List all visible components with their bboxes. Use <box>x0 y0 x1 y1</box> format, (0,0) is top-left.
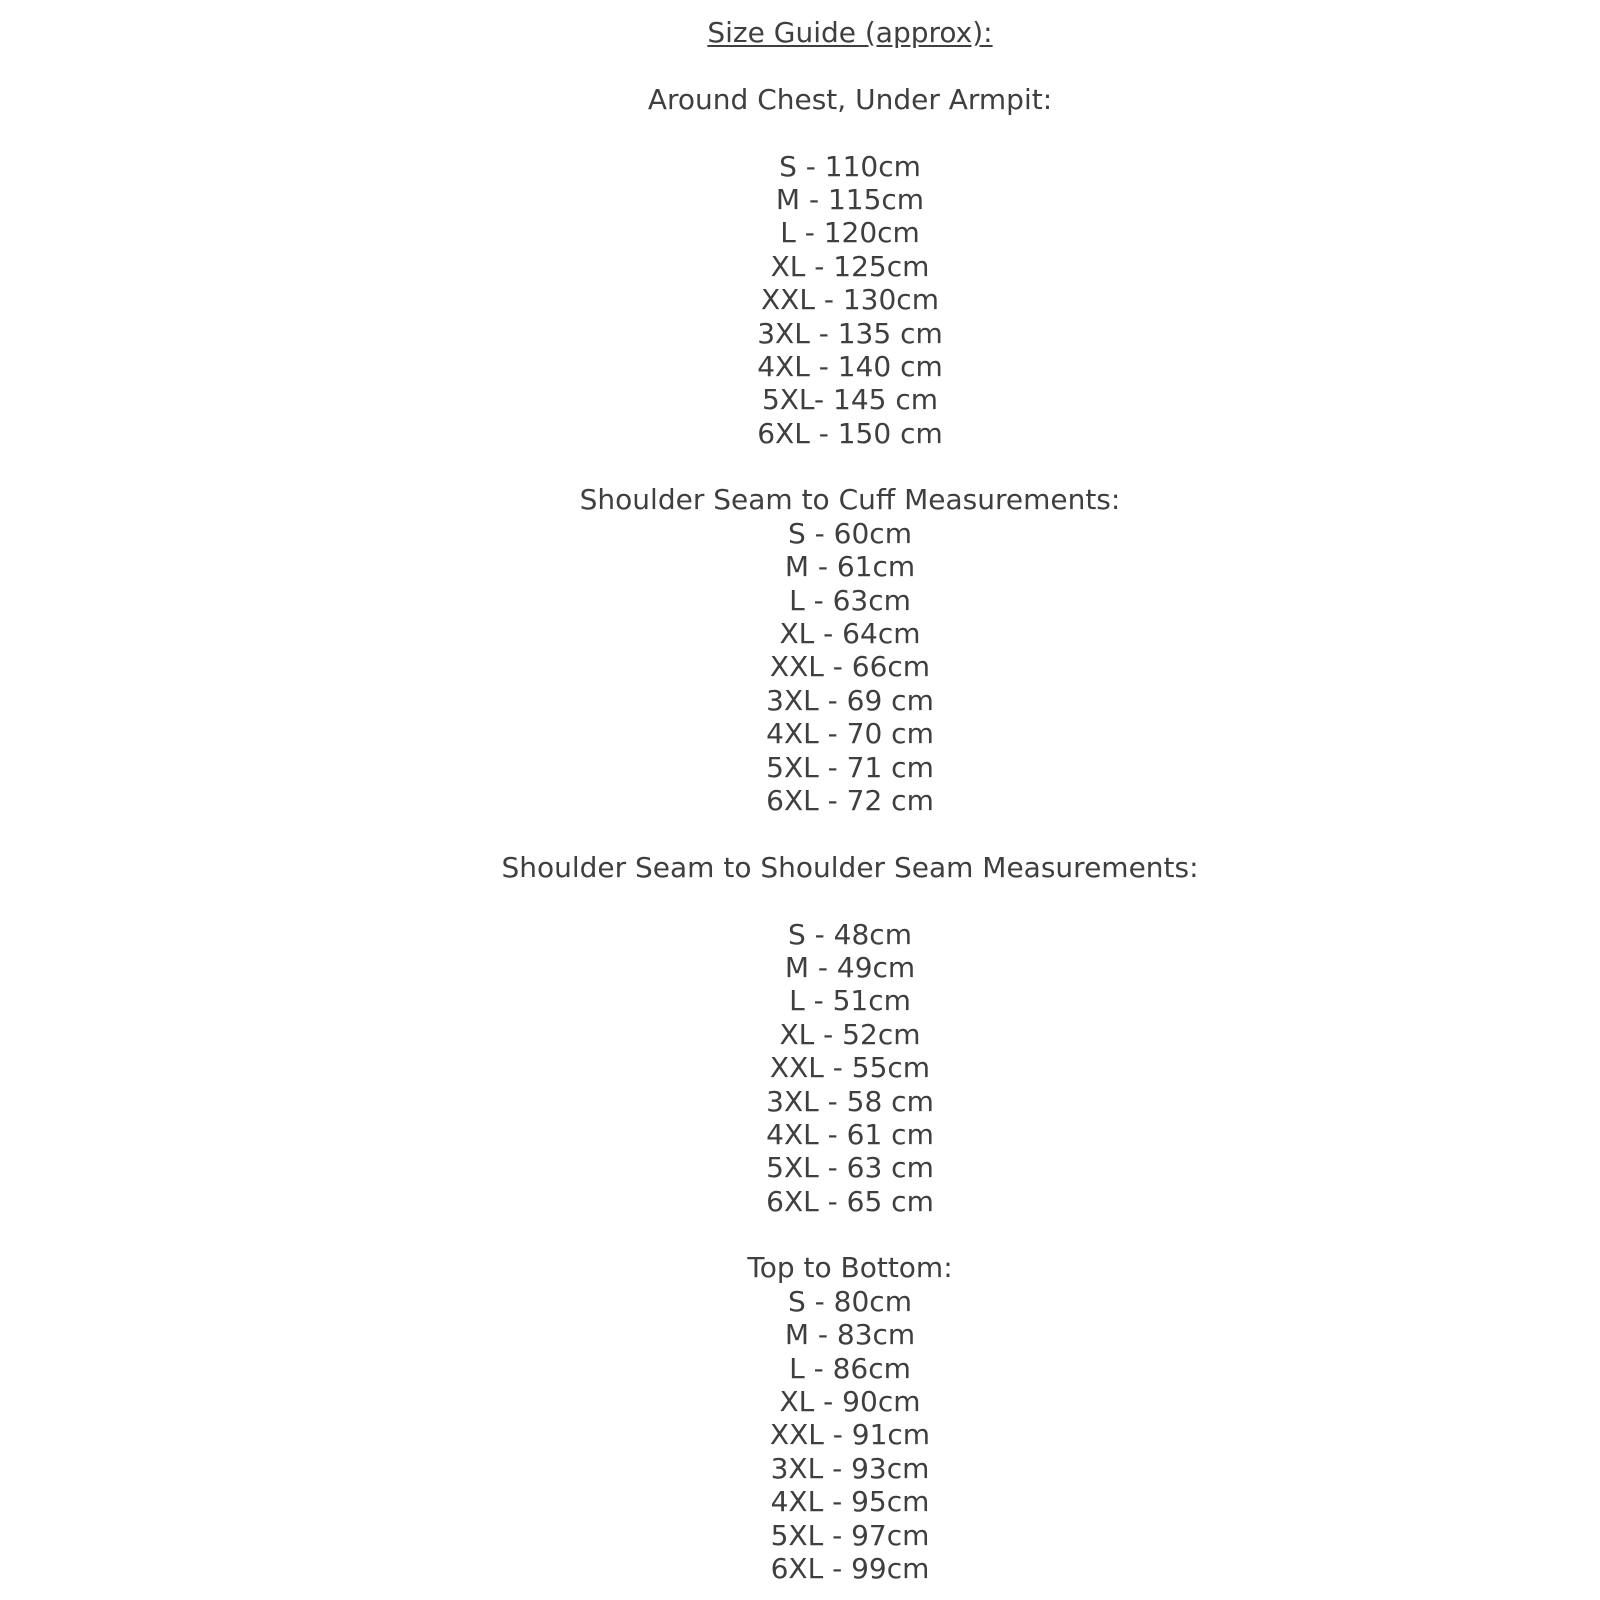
size-row: XL - 125cm <box>770 249 930 283</box>
size-row: S - 60cm <box>788 516 912 550</box>
measurement-section <box>100 83 1600 450</box>
size-row: M - 61cm <box>784 550 916 584</box>
size-row: L - 86cm <box>789 1351 911 1385</box>
size-row: 4XL - 70 cm <box>766 717 934 751</box>
section-heading: Shoulder Seam to Shoulder Seam Measurements: <box>501 850 1199 884</box>
section-heading: Top to Bottom: <box>747 1251 953 1285</box>
size-row: XL - 64cm <box>779 617 921 651</box>
size-row: 6XL - 65 cm <box>766 1184 934 1218</box>
size-row: 5XL - 97cm <box>770 1518 930 1552</box>
size-row: 6XL - 99cm <box>770 1551 930 1585</box>
size-row: 5XL - 63 cm <box>766 1151 934 1185</box>
size-row: 4XL - 95cm <box>770 1485 930 1519</box>
section-heading: Around Chest, Under Armpit: <box>647 82 1053 116</box>
size-row: S - 48cm <box>788 917 912 951</box>
size-row: 3XL - 135 cm <box>757 316 943 350</box>
size-row: XL - 90cm <box>779 1385 921 1419</box>
size-row: 3XL - 69 cm <box>766 683 934 717</box>
size-row: 4XL - 61 cm <box>766 1117 934 1151</box>
size-row: M - 115cm <box>775 182 925 216</box>
size-row: M - 83cm <box>784 1318 916 1352</box>
size-row: S - 80cm <box>788 1284 912 1318</box>
size-row: XXL - 55cm <box>769 1051 931 1085</box>
size-row: L - 51cm <box>789 984 911 1018</box>
size-row: L - 63cm <box>789 583 911 617</box>
size-list <box>100 150 1600 451</box>
measurement-section <box>100 1251 1600 1585</box>
page-title: Size Guide (approx): <box>707 16 993 49</box>
size-guide-sections <box>100 83 1600 1586</box>
size-list <box>100 918 1600 1219</box>
size-row: 3XL - 93cm <box>770 1451 930 1485</box>
measurement-section <box>100 483 1600 817</box>
size-row: 6XL - 150 cm <box>757 416 943 450</box>
size-row: 5XL - 71 cm <box>766 750 934 784</box>
size-row: XL - 52cm <box>779 1017 921 1051</box>
size-row: S - 110cm <box>779 149 921 183</box>
size-row: 3XL - 58 cm <box>766 1084 934 1118</box>
size-list <box>100 517 1600 818</box>
size-row: 5XL- 145 cm <box>761 383 939 417</box>
size-list <box>100 1285 1600 1586</box>
size-row: M - 49cm <box>784 950 916 984</box>
measurement-section <box>100 851 1600 1218</box>
size-row: XXL - 66cm <box>769 650 931 684</box>
section-heading: Shoulder Seam to Cuff Measurements: <box>579 483 1121 517</box>
size-row: XXL - 91cm <box>769 1418 931 1452</box>
size-row: XXL - 130cm <box>761 283 939 317</box>
size-row: L - 120cm <box>780 216 920 250</box>
size-row: 4XL - 140 cm <box>757 349 943 383</box>
size-row: 6XL - 72 cm <box>766 783 934 817</box>
